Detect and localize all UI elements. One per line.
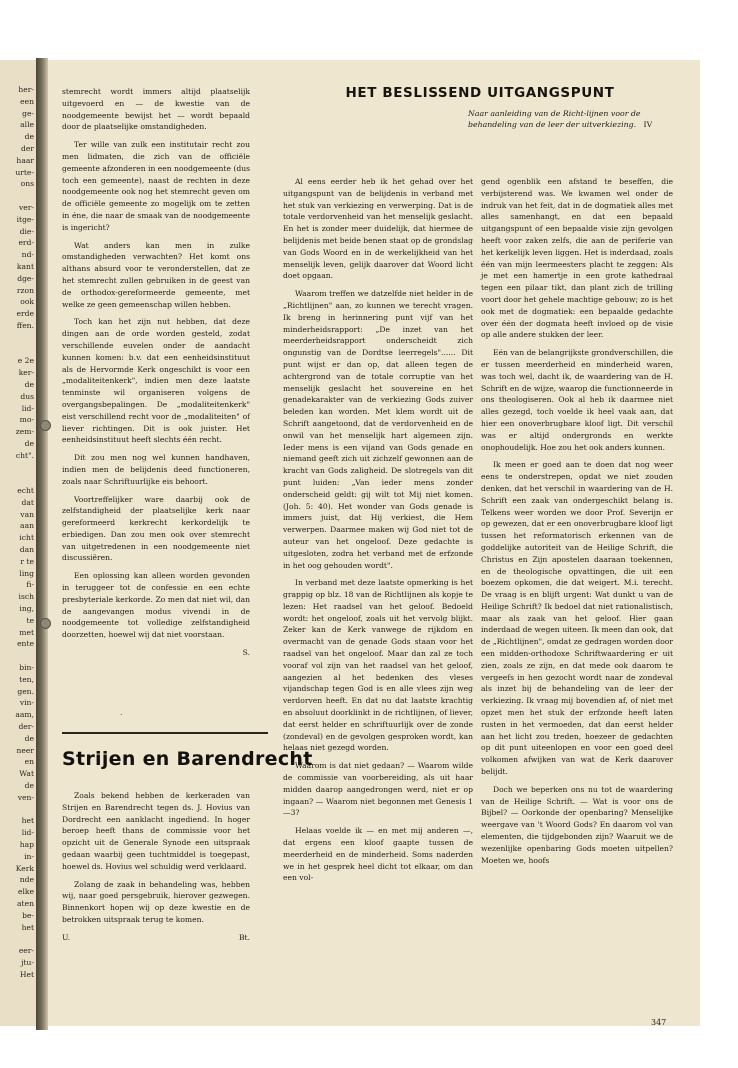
previous-page-line: de [24,379,34,389]
previous-page-line: ook [20,297,34,307]
article-part-number: IV [643,120,653,129]
previous-page-line [0,190,36,202]
previous-page-line: elke [17,887,34,897]
paragraph: Ik meen er goed aan te doen dat nog weer eens te onderstrepen, opdat we niet zouden denken, dat het verschil in waardering van de H. Schrift een zaak van ondergeschikt belang is. Telkens weer worden we door Prof. Severijn er op gewezen, dat er een onoverbrugbare kloof ligt tussen het reformatorisch erkennen van de goddelijke autoriteit van de Heilige Schrift, die Christus en Zijn apostelen daaraan toekennen, en de theologische opvattingen, die uit een boezem opkomen, die dat weigert. M.i. terecht. De vraag is en blijft urgent: Wat dunkt u van de Heilige Schrift? Ik bedoel dat niet rationalistisch, maar als zaak van het geloof. Hier gaan inderdaad de wegen uiteen. Ik meen dan ook, dat de „Richtlijnen", omdat ze gedragen worden door een midden-orthodoxe Schriftwaardering er uit zien, zoals ze zijn, en dat mede ook daarom te vergeefs in hen gezocht wordt naar de zondeval als inzet bij de behandeling van de leer der verkiezing. Ik vraag mij bovendien af, of niet met opzet men het stuk der erfzonde heeft laten rusten in het vermoeden, dat dan eerst helder aan het licht zou treden, hoezeer de gedachten op dit punt uiteenlopen en voor een goed deel volkomen afwijken van wat de Kerk daarover belijdt. [481,460,673,777]
article-title: HET BESLISSEND UITGANGSPUNT [345,85,615,101]
paragraph: Helaas voelde ik — en met mij anderen —, dat ergens een kloof gaapte tussen de meerderheid en de minderheid. Soms naderden we in het gesprek heel dicht tot elkaar, om dan een vol- [283,826,473,883]
previous-page-line: ker- [18,368,34,378]
previous-page-line: erd- [18,238,34,248]
previous-page-line: aten [17,898,34,908]
section-title: Strijen en Barendrecht [62,748,313,770]
previous-page-line: nd- [21,250,34,260]
paragraph: In verband met deze laatste opmerking is het grappig op blz. 18 van de Richtlijnen als kopje te lezen: Het raadsel van het geloof. Bedoeld wordt: het ongeloof, zoals uit het vervolg blijkt. Zeker kan de Kerk vanwege de rijkdom en overmacht van de genade Gods staan voor het raadsel van het ongeloof. Maar dan zal ze toch vooraf vol zijn van het raadsel van het geloof, aangezien al het bedenken des vleses vijandschap tegen God is en alle vlees zijn weg verdorven heeft. En dat nu dat laatste krachtig en absoluut doorklinkt in de richtlijnen, of liever, dat eerst helder en schriftuurlijk over de zonde (zondeval) en de gevolgen gesproken wordt, kan helaas niet gezegd worden. [283,578,473,753]
previous-page-line: der [21,143,34,153]
previous-page-line: die- [19,226,34,236]
previous-page-line: bin- [19,663,34,673]
column-right [481,176,673,872]
article-subtitle: Naar aanleiding van de Richt-lijnen voor de behandeling van de leer der uitverkiezing. IV [468,109,653,129]
author-initial: Bt. [238,932,250,942]
previous-page-line: hap [19,840,34,849]
previous-page-line: aam, [15,710,34,720]
paragraph: Wat anders kan men in zulke omstandigheden verwachten? Het komt ons althans absurd voor te veronderstellen, dat ze het stemrecht zullen gebruiken in de geest van de orthodox-gereformeerde gemeente, met welke ze geen gemeenschap willen hebben. [62,240,250,309]
previous-page-line: ten, [19,674,34,684]
binding-hole-icon [40,618,51,629]
previous-page-line: icht [19,533,34,543]
paragraph: Waarom treffen we datzelfde niet helder in de „Richtlijnen" aan, zo kunnen we terecht vragen. Ik breng in herinnering punt vijf van het minderheidsrapport: „De inzet van het meerderheidsrapport onderscheidt zich ongunstig van de Dordtse leerregels"...... Dit punt wijst er dan op, dat alleen tegen de achtergrond van de totale corruptie van het menselijk geslacht het souvereine en het genadekarakter van de verkiezing Gods zuiver beleden kan worden. Met klem wordt uit de Schrift aangetoond, dat de verdorvenheid en de onwil van het menselijk hart algemeen zijn. Ieder mens is een vijand van Gods genade en niemand geeft zich uit zichzelf gewonnen aan de kracht van Gods zaligheid. De slotregels van dit punt luiden: „Van ieder mens zonder onderscheid geldt: gij wilt tot Mij niet komen. (Joh. 5: 40). Het wonder van Gods genade is immers juist, dat Hij verkiest, die Hem verwerpen. Daarmee maken wij God niet tot de auteur van het ongeloof. Deze gedachte is uitgesloten, zodra het verband met de erfzonde in het oog gehouden wordt". [283,289,473,570]
previous-page-line: dus [20,391,34,401]
previous-page-line: ling [19,568,34,578]
binding-hole-icon [40,420,51,431]
previous-page-line: Wat [19,769,34,779]
previous-page-line: ge- [22,108,34,118]
previous-page-line: nde [19,875,34,885]
previous-page-line: jtu- [21,957,34,967]
previous-page-line [0,332,36,344]
previous-page-line: e 2e [17,356,34,366]
previous-page-line: mo- [19,415,34,425]
previous-page-line [0,473,36,485]
previous-page-line: be- [22,910,34,920]
paragraph: Eén van de belangrijkste grondverschillen, die er tussen meerderheid en minderheid waren, was toch wel, dacht ik, de waardering van de H. Schrift en de wijze, waarop die functionneerde in ons theologiseren. Ook al heb ik daarmee niet alles gezegd, toch voelde ik heel vaak aan, dat hier een onoverbrugbare kloof ligt. Dit verschil was er altijd ondergronds en werkte onophoudelijk. Hoe zou het ook anders kunnen. [481,348,673,452]
previous-page-line: cht". [15,450,34,460]
previous-page-line: lid- [21,828,34,838]
previous-page-line: ons [20,179,34,189]
previous-page-line: en [24,757,34,767]
previous-page-line: dat [21,497,34,507]
section-body [62,790,250,944]
paragraph: Waarom is dat niet gedaan? — Waarom wilde de commissie van voorbereiding, als uit haar midden daarop aangedrongen werd, niet er op ingaan? — Waarom niet begonnen met Genesis 1—3? [283,761,473,818]
previous-page-line [0,462,36,474]
previous-page-line: her- [18,85,34,94]
previous-page-line: vin- [19,698,34,708]
previous-page-line: ver- [19,202,34,212]
previous-page-line: gen. [17,686,34,696]
previous-page-line: met [19,627,34,637]
previous-page-line: de [24,132,34,142]
previous-page-line: neer [16,745,34,755]
previous-page-line: der- [18,722,34,732]
previous-page-line: ffen. [16,320,34,330]
paragraph: Dit zou men nog wel kunnen handhaven, indien men de belijdenis deed functioneren, zoals naar Schriftuurlijke eis behoort. [62,453,250,486]
previous-page-line: dge- [17,273,34,283]
paragraph: Zoals bekend hebben de kerkeraden van Strijen en Barendrecht tegen ds. J. Hovius van Dordrecht een aanklacht ingediend. In hoger beroep heeft thans de commissie voor het opzicht uit de Generale Synode een uitspraak gedaan waarbij geen tuchtmiddel is toegepast, hoewel ds. Hovius wel schuldig werd verklaard. [62,791,250,871]
paragraph: Doch we beperken ons nu tot de waardering van de Heilige Schrift. — Wat is voor ons de Bijbel? — Oorkonde der openbaring? Menselijke weergave van 't Woord Gods? En daarom vol van elementen, die tijdgebonden zijn? Waaruit we de wezenlijke openbaring Gods moeten uitpellen? Moeten we, hoofs [481,784,673,865]
previous-page-line [0,933,36,945]
author-initial: S. [242,648,250,658]
paragraph: Toch kan het zijn nut hebben, dat deze dingen aan de orde worden gesteld, zodat verschillende euvelen onder de aandacht kunnen komen: b.v. dat een eenheidsinstituut als de Hervormde Kerk ongeschikt is voor een „modaliteitenkerk", indien men deze laatste tenminste wil organiseren volgens de overgangsbepalingen. De „modaliteitenkerk" eist verschillend recht voor de „modaliteiten" of liever richtingen. Dit is ook juister. Het eenheidsinstituut heeft slechts één recht. [62,317,250,445]
previous-page-line: van [20,509,34,519]
previous-page-line: rzon [16,285,34,295]
previous-page-line: haar [16,155,34,165]
page-number: 347 [651,1018,667,1027]
paragraph: gend ogenblik een afstand te beseffen, die verbijsterend was. We kwamen wel onder de indruk van het feit, dat in de dogmatiek alles met alles samenhangt, en dat een bepaald uitgangspunt of een bepaalde visie zijn gevolgen heeft voor zaken zelfs, die aan de periferie van het kerkelijk leven liggen. Het is inderdaad, zoals één van mijn leermeesters placht te zeggen: Als je met een hamertje in een grote kathedraal tegen een pilaar tikt, dan plant zich de trilling voort door het gehele machtige gebouw; zo is het ook met de dogmatiek: een bepaalde gedachte over één der dogmata heeft invloed op de visie op alle andere stukken der leer. [481,177,673,340]
previous-page-line: dan [19,545,34,555]
previous-page-line: de [24,781,34,791]
column-middle [283,176,473,890]
author-initial: U. [62,932,71,942]
previous-page-line: zem- [15,427,34,437]
previous-page-line: aan [20,521,34,531]
previous-page-line [0,650,36,662]
previous-page-line: alle [20,120,34,130]
previous-page-line: de [24,438,34,448]
previous-page-line: te [26,615,34,625]
previous-page-line: r te [20,556,34,566]
paragraph: Een oplossing kan alleen worden gevonden in teruggeer tot de confessie en een echte presbyteriale kerkorde. Zo men dat niet wil, dan de aangevangen modus vivendi in de noodgemeente tot volledige zelfstandigheid doorzetten, hoewel wij dat niet voorstaan. [62,571,250,640]
previous-page-line: ing, [19,604,34,614]
section-divider [62,732,268,734]
previous-page-line: isch [18,592,34,602]
previous-page-line: de [24,733,34,743]
previous-page-line [0,804,36,816]
previous-page-line: fi- [26,580,34,590]
previous-page-line: Het [19,969,34,979]
section-signatures [62,932,250,944]
previous-page-line: lid- [21,403,34,413]
previous-page-line: kant [16,261,34,271]
previous-page-line: erde [16,309,34,319]
previous-page-line: eer- [18,946,34,956]
previous-page-line: in- [24,851,34,861]
paragraph: Zolang de zaak in behandeling was, hebben wij, naar goed persgebruik, hierover gezwegen. Binnenkort hopen wij op deze kwestie en de betrokken uitspraak terug te komen. [62,879,250,924]
previous-page-line: Kerk [15,863,34,873]
previous-page-edge [0,60,36,1026]
paragraph: Voortreffelijker ware daarbij ook de zelfstandigheid der plaatselijke kerk naar gereformeerd kerkrecht kerkordelijk te erbiedigen. Dan zou men ook over stemrecht van uitgetredenen in een noodgemeente niet discussiëren. [62,494,250,563]
book-gutter [36,58,48,1030]
column-left-continuation [62,86,250,665]
previous-page-line: ven- [17,792,34,802]
previous-page-line: echt [17,486,34,496]
previous-page-line: het [21,922,34,932]
previous-page-line: ente [17,639,34,649]
dot-separator: . [120,708,123,717]
paragraph: Al eens eerder heb ik het gehad over het uitgangspunt van de belijdenis in verband met het stuk van verkiezing en verwerping. Dat is de totale verdorvenheid van het menselijk geslacht. En het is zonder meer duidelijk, dat hiermee de belijdenis met beide benen staat op de grondslag van Gods Woord en in de werkelijkheid van het menselijk leven, gelijk daarover dat Woord licht doet opgaan. [283,177,473,281]
previous-page-line: itge- [16,214,34,224]
paragraph: stemrecht wordt immers altijd plaatselijk uitgevoerd en — de kwestie van de noodgemeente bewijst het — wordt bepaald door de plaatselijke omstandigheden. [62,87,250,132]
previous-page-line: het [21,816,34,826]
previous-page-line [0,344,36,356]
paragraph: Ter wille van zulk een institutair recht zou men lidmaten, die zich van de officiële gemeente afzonderen in een noodgemeente (dus toch een gemeente), naast de rechten in deze noodgemeente ook nog het stemrecht geven om de officiële gemeente zo mogelijk om te zetten in éne, die naar de smaak van de noodgemeente is ingericht? [62,140,250,232]
previous-page-line: urte- [15,167,34,177]
previous-page-line: een [20,96,34,106]
